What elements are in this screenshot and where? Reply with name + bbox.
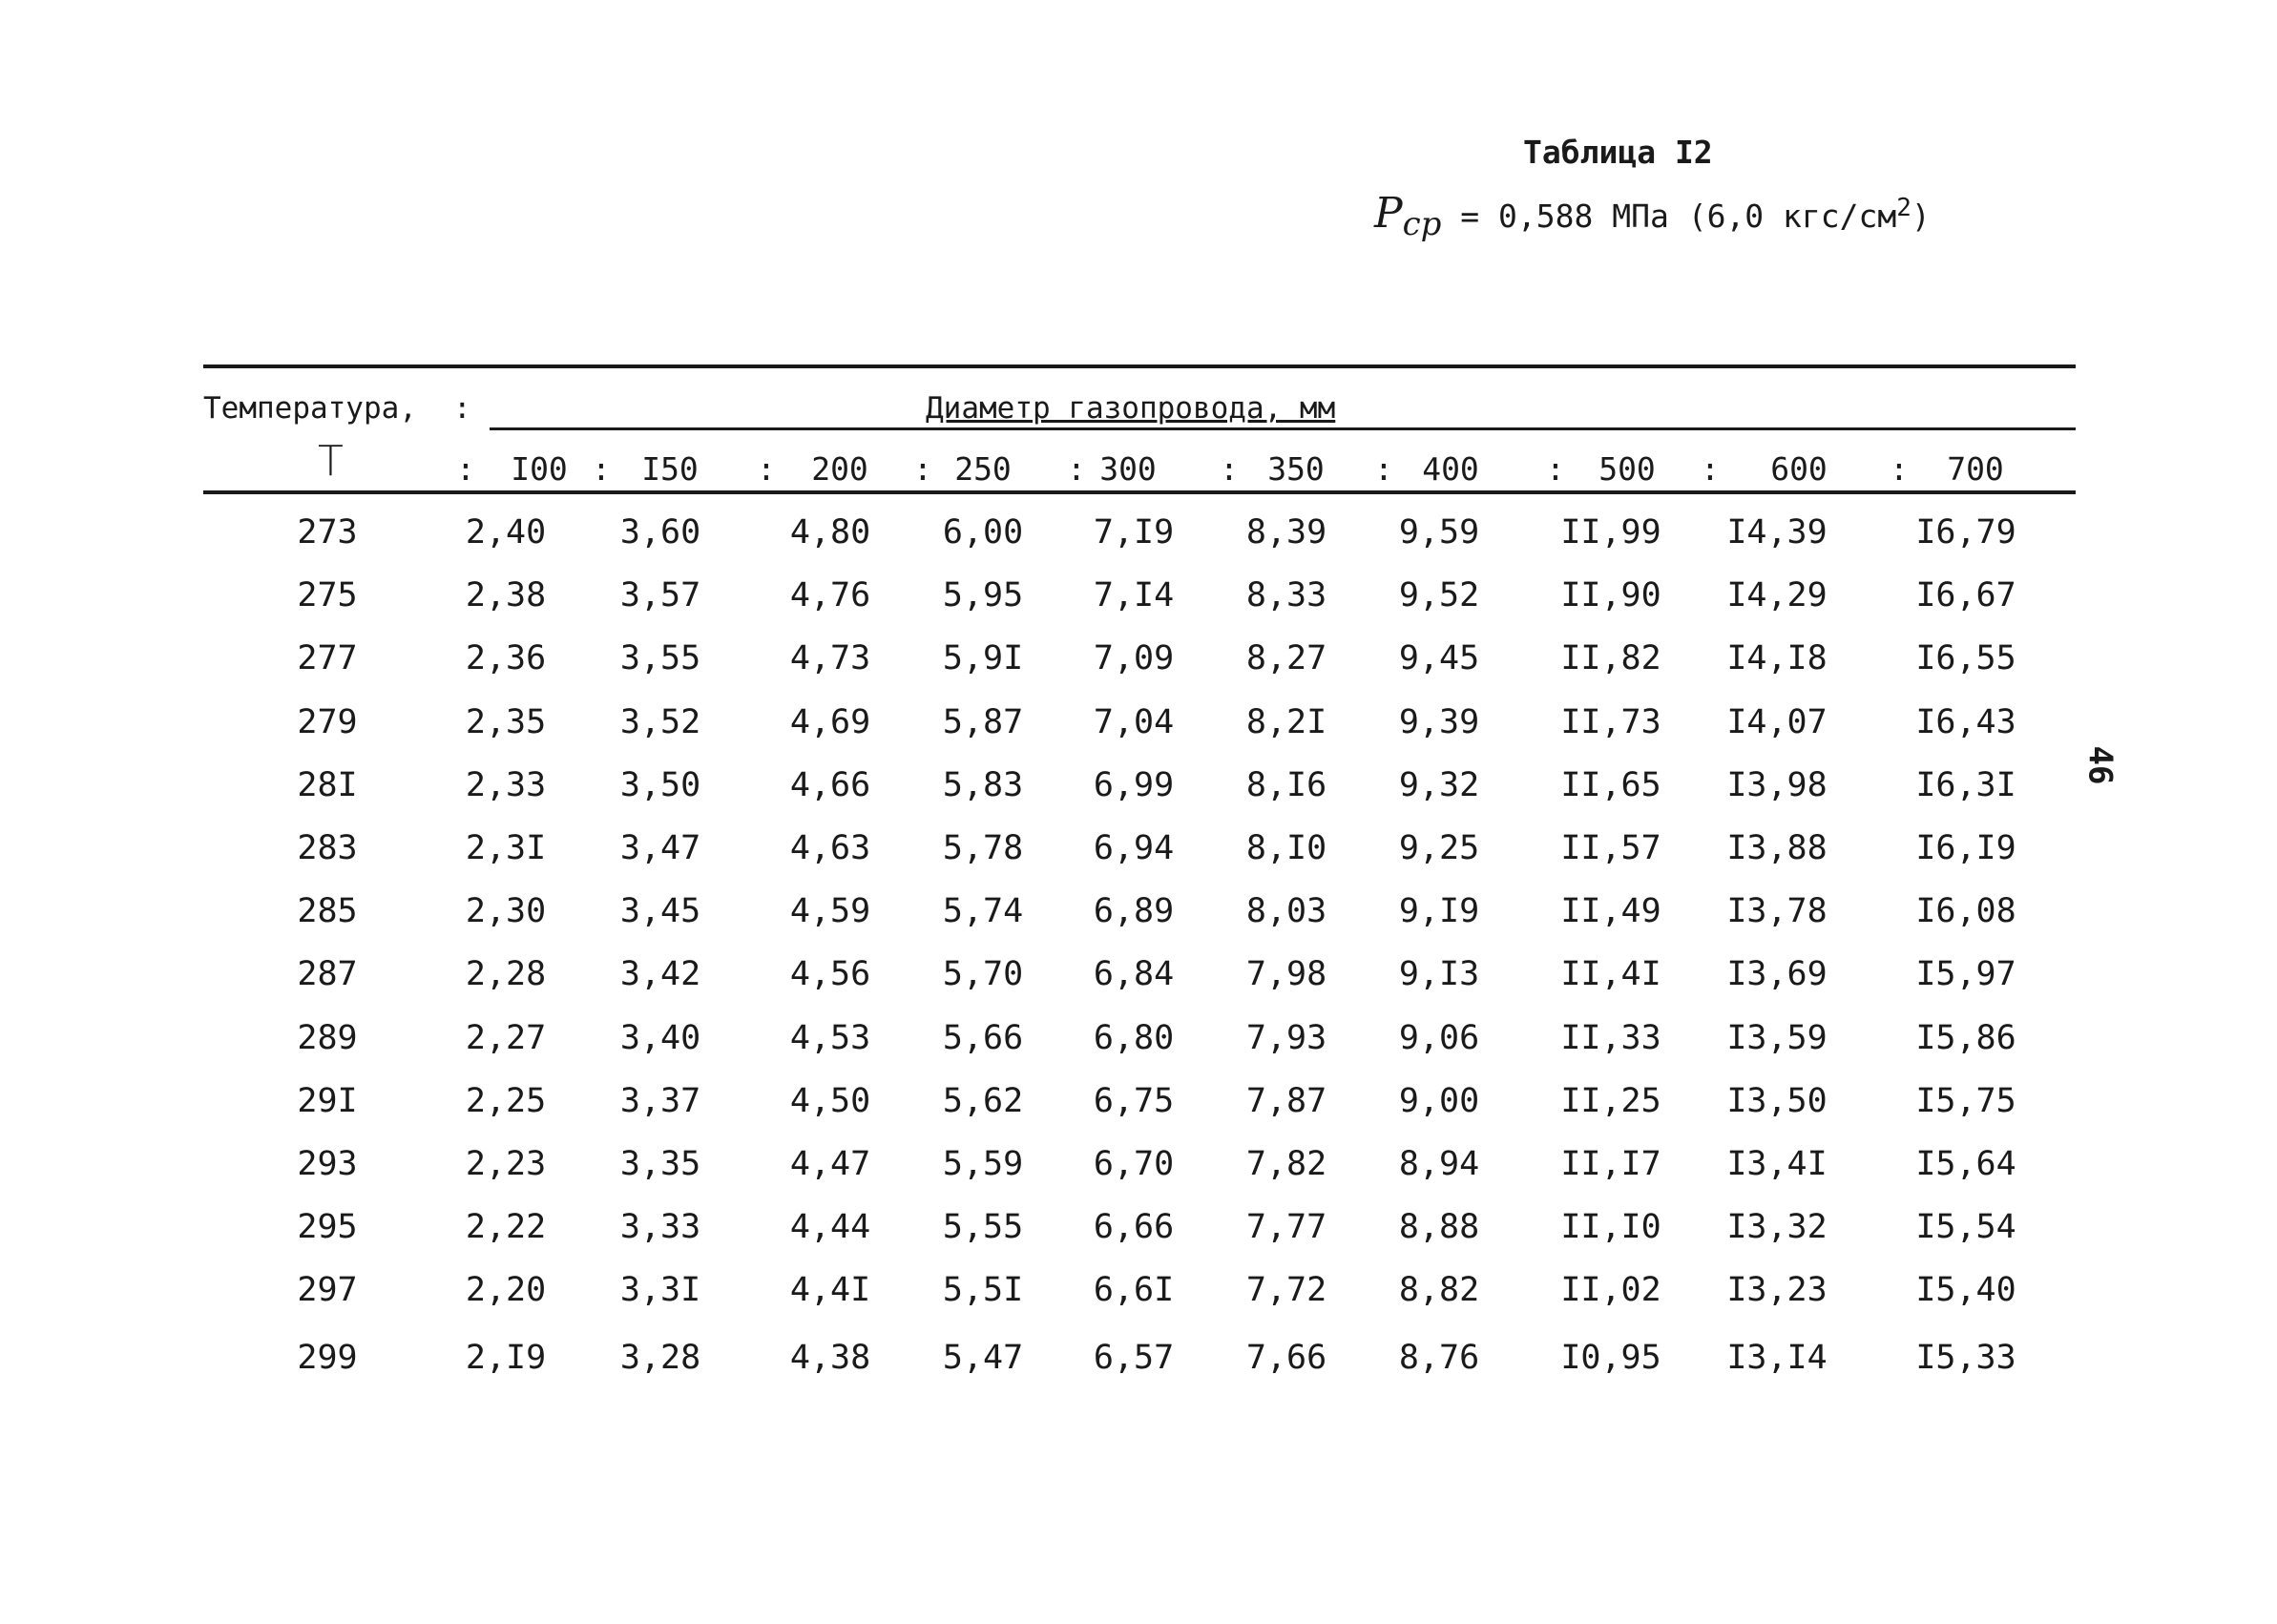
value-cell: 9,32 (1398, 765, 1480, 804)
value-cell: I4,39 (1726, 513, 1828, 552)
column-separator: : (1220, 450, 1239, 488)
value-cell: I5,54 (1915, 1208, 2016, 1247)
temperature-cell: 285 (297, 892, 358, 931)
value-cell: 2,33 (465, 765, 547, 804)
value-cell: 7,09 (1093, 639, 1175, 678)
value-cell: 2,I9 (465, 1338, 547, 1377)
value-cell: 2,3I (465, 829, 547, 867)
value-cell: 7,77 (1245, 1208, 1327, 1247)
value-cell: 9,I3 (1398, 955, 1480, 994)
value-cell: 9,00 (1398, 1081, 1480, 1120)
pressure-value: = 0,588 МПа (6,0 кгс/см (1460, 198, 1897, 235)
diameter-header: Диаметр газопровода, мм (926, 391, 1336, 426)
pressure-symbol: P (1374, 189, 1403, 238)
value-cell: 2,28 (465, 955, 547, 994)
value-cell: 6,99 (1093, 765, 1175, 804)
value-cell: 2,25 (465, 1081, 547, 1120)
column-separator: : (1546, 450, 1565, 488)
value-cell: 7,I9 (1093, 513, 1175, 552)
value-cell: I3,78 (1726, 892, 1828, 931)
value-cell: I5,97 (1915, 955, 2016, 994)
value-cell: 9,25 (1398, 829, 1480, 867)
value-cell: 2,35 (465, 702, 547, 741)
value-cell: 7,72 (1245, 1271, 1327, 1310)
pressure-close: ) (1911, 198, 1931, 235)
value-cell: 5,55 (942, 1208, 1024, 1247)
value-cell: 4,50 (789, 1081, 871, 1120)
value-cell: I5,33 (1915, 1338, 2016, 1377)
value-cell: 9,06 (1398, 1018, 1480, 1057)
value-cell: 5,78 (942, 829, 1024, 867)
value-cell: 3,42 (619, 955, 701, 994)
value-cell: 3,45 (619, 892, 701, 931)
value-cell: 4,66 (789, 765, 871, 804)
value-cell: 3,52 (619, 702, 701, 741)
temperature-cell: 293 (297, 1145, 358, 1183)
value-cell: I3,50 (1726, 1081, 1828, 1120)
value-cell: 2,36 (465, 639, 547, 678)
value-cell: II,I7 (1560, 1145, 1661, 1183)
value-cell: 5,95 (942, 576, 1024, 615)
value-cell: 3,50 (619, 765, 701, 804)
value-cell: I0,95 (1560, 1338, 1661, 1377)
column-separator: : (1374, 450, 1393, 488)
value-cell: I3,23 (1726, 1271, 1828, 1310)
value-cell: 7,82 (1245, 1145, 1327, 1183)
value-cell: 8,03 (1245, 892, 1327, 931)
value-cell: 4,59 (789, 892, 871, 931)
column-separator: : (1701, 450, 1720, 488)
diameter-column-header: 300 (1099, 450, 1157, 488)
value-cell: 8,76 (1398, 1338, 1480, 1377)
value-cell: 6,75 (1093, 1081, 1175, 1120)
value-cell: 6,80 (1093, 1018, 1175, 1057)
diameter-column-header: I00 (511, 450, 568, 488)
value-cell: 6,70 (1093, 1145, 1175, 1183)
value-cell: 8,94 (1398, 1145, 1480, 1183)
value-cell: 7,66 (1245, 1338, 1327, 1377)
value-cell: 4,80 (789, 513, 871, 552)
value-cell: 2,20 (465, 1271, 547, 1310)
table-title: Таблица I2 (1523, 134, 1713, 171)
value-cell: 4,53 (789, 1018, 871, 1057)
value-cell: 9,59 (1398, 513, 1480, 552)
value-cell: II,57 (1560, 829, 1661, 867)
column-separator: : (592, 450, 611, 488)
value-cell: 8,I0 (1245, 829, 1327, 867)
value-cell: 2,38 (465, 576, 547, 615)
value-cell: 5,70 (942, 955, 1024, 994)
value-cell: 8,39 (1245, 513, 1327, 552)
value-cell: 3,47 (619, 829, 701, 867)
diameter-header-rule (490, 427, 2076, 430)
column-separator: : (757, 450, 776, 488)
temperature-cell: 299 (297, 1338, 358, 1377)
value-cell: I3,32 (1726, 1208, 1828, 1247)
diameter-column-header: 400 (1422, 450, 1479, 488)
column-separator: : (1890, 450, 1909, 488)
value-cell: 7,87 (1245, 1081, 1327, 1120)
value-cell: II,02 (1560, 1271, 1661, 1310)
value-cell: I3,69 (1726, 955, 1828, 994)
value-cell: 2,40 (465, 513, 547, 552)
value-cell: 3,40 (619, 1018, 701, 1057)
temperature-symbol: T (318, 437, 344, 486)
temperature-header-separator: : (453, 391, 471, 426)
value-cell: 9,52 (1398, 576, 1480, 615)
temperature-header: Температура, (203, 391, 417, 426)
value-cell: 5,66 (942, 1018, 1024, 1057)
value-cell: 3,33 (619, 1208, 701, 1247)
value-cell: I6,55 (1915, 639, 2016, 678)
temperature-cell: 29I (297, 1081, 358, 1120)
value-cell: 6,6I (1093, 1271, 1175, 1310)
value-cell: 5,74 (942, 892, 1024, 931)
table-top-rule (203, 364, 2076, 368)
value-cell: 3,28 (619, 1338, 701, 1377)
value-cell: I3,88 (1726, 829, 1828, 867)
value-cell: I4,29 (1726, 576, 1828, 615)
value-cell: II,73 (1560, 702, 1661, 741)
value-cell: II,65 (1560, 765, 1661, 804)
value-cell: I3,98 (1726, 765, 1828, 804)
pressure-subscript: ср (1402, 205, 1442, 243)
value-cell: II,33 (1560, 1018, 1661, 1057)
value-cell: I6,08 (1915, 892, 2016, 931)
value-cell: 3,37 (619, 1081, 701, 1120)
value-cell: 4,38 (789, 1338, 871, 1377)
temperature-cell: 28I (297, 765, 358, 804)
value-cell: II,82 (1560, 639, 1661, 678)
value-cell: 5,5I (942, 1271, 1024, 1310)
header-bottom-rule (203, 490, 2076, 494)
value-cell: 6,00 (942, 513, 1024, 552)
value-cell: 7,04 (1093, 702, 1175, 741)
value-cell: 8,27 (1245, 639, 1327, 678)
column-separator: : (913, 450, 932, 488)
value-cell: 3,57 (619, 576, 701, 615)
value-cell: 4,63 (789, 829, 871, 867)
value-cell: I5,75 (1915, 1081, 2016, 1120)
value-cell: 6,66 (1093, 1208, 1175, 1247)
pressure-line (1374, 189, 1931, 243)
value-cell: 9,I9 (1398, 892, 1480, 931)
value-cell: 8,88 (1398, 1208, 1480, 1247)
value-cell: 7,98 (1245, 955, 1327, 994)
value-cell: 8,82 (1398, 1271, 1480, 1310)
value-cell: 9,45 (1398, 639, 1480, 678)
diameter-column-header: 350 (1267, 450, 1325, 488)
value-cell: I3,4I (1726, 1145, 1828, 1183)
temperature-cell: 273 (297, 513, 358, 552)
diameter-column-header: I50 (641, 450, 699, 488)
column-separator: : (1067, 450, 1086, 488)
value-cell: 6,94 (1093, 829, 1175, 867)
value-cell: 8,I6 (1245, 765, 1327, 804)
value-cell: 5,83 (942, 765, 1024, 804)
diameter-column-header: 200 (811, 450, 868, 488)
value-cell: 3,60 (619, 513, 701, 552)
diameter-column-header: 700 (1947, 450, 2004, 488)
value-cell: 3,35 (619, 1145, 701, 1183)
value-cell: I5,64 (1915, 1145, 2016, 1183)
temperature-cell: 279 (297, 702, 358, 741)
value-cell: 4,56 (789, 955, 871, 994)
pressure-exponent: 2 (1896, 194, 1911, 222)
value-cell: 5,47 (942, 1338, 1024, 1377)
diameter-column-header: 600 (1770, 450, 1828, 488)
value-cell: 5,87 (942, 702, 1024, 741)
temperature-cell: 283 (297, 829, 358, 867)
value-cell: 2,30 (465, 892, 547, 931)
diameter-column-header: 250 (954, 450, 1012, 488)
value-cell: 4,44 (789, 1208, 871, 1247)
value-cell: 4,73 (789, 639, 871, 678)
value-cell: 3,55 (619, 639, 701, 678)
column-separator: : (456, 450, 475, 488)
value-cell: 6,84 (1093, 955, 1175, 994)
value-cell: 8,33 (1245, 576, 1327, 615)
value-cell: 2,27 (465, 1018, 547, 1057)
value-cell: I6,79 (1915, 513, 2016, 552)
value-cell: II,4I (1560, 955, 1661, 994)
value-cell: I6,I9 (1915, 829, 2016, 867)
value-cell: I5,40 (1915, 1271, 2016, 1310)
value-cell: II,49 (1560, 892, 1661, 931)
value-cell: 5,59 (942, 1145, 1024, 1183)
temperature-cell: 297 (297, 1271, 358, 1310)
value-cell: 9,39 (1398, 702, 1480, 741)
value-cell: 4,69 (789, 702, 871, 741)
temperature-cell: 277 (297, 639, 358, 678)
value-cell: I4,07 (1726, 702, 1828, 741)
value-cell: I3,I4 (1726, 1338, 1828, 1377)
temperature-cell: 295 (297, 1208, 358, 1247)
value-cell: II,I0 (1560, 1208, 1661, 1247)
temperature-cell: 275 (297, 576, 358, 615)
value-cell: II,25 (1560, 1081, 1661, 1120)
value-cell: 8,2I (1245, 702, 1327, 741)
value-cell: 3,3I (619, 1271, 701, 1310)
value-cell: I6,67 (1915, 576, 2016, 615)
value-cell: 6,89 (1093, 892, 1175, 931)
value-cell: 7,93 (1245, 1018, 1327, 1057)
value-cell: 2,22 (465, 1208, 547, 1247)
value-cell: I5,86 (1915, 1018, 2016, 1057)
value-cell: 2,23 (465, 1145, 547, 1183)
temperature-cell: 287 (297, 955, 358, 994)
value-cell: 6,57 (1093, 1338, 1175, 1377)
value-cell: I6,3I (1915, 765, 2016, 804)
value-cell: II,99 (1560, 513, 1661, 552)
page-number: 46 (2080, 745, 2120, 785)
value-cell: 4,76 (789, 576, 871, 615)
value-cell: I3,59 (1726, 1018, 1828, 1057)
value-cell: 5,9I (942, 639, 1024, 678)
value-cell: I4,I8 (1726, 639, 1828, 678)
temperature-cell: 289 (297, 1018, 358, 1057)
value-cell: 4,4I (789, 1271, 871, 1310)
value-cell: I6,43 (1915, 702, 2016, 741)
diameter-column-header: 500 (1598, 450, 1656, 488)
value-cell: II,90 (1560, 576, 1661, 615)
value-cell: 4,47 (789, 1145, 871, 1183)
value-cell: 7,I4 (1093, 576, 1175, 615)
value-cell: 5,62 (942, 1081, 1024, 1120)
